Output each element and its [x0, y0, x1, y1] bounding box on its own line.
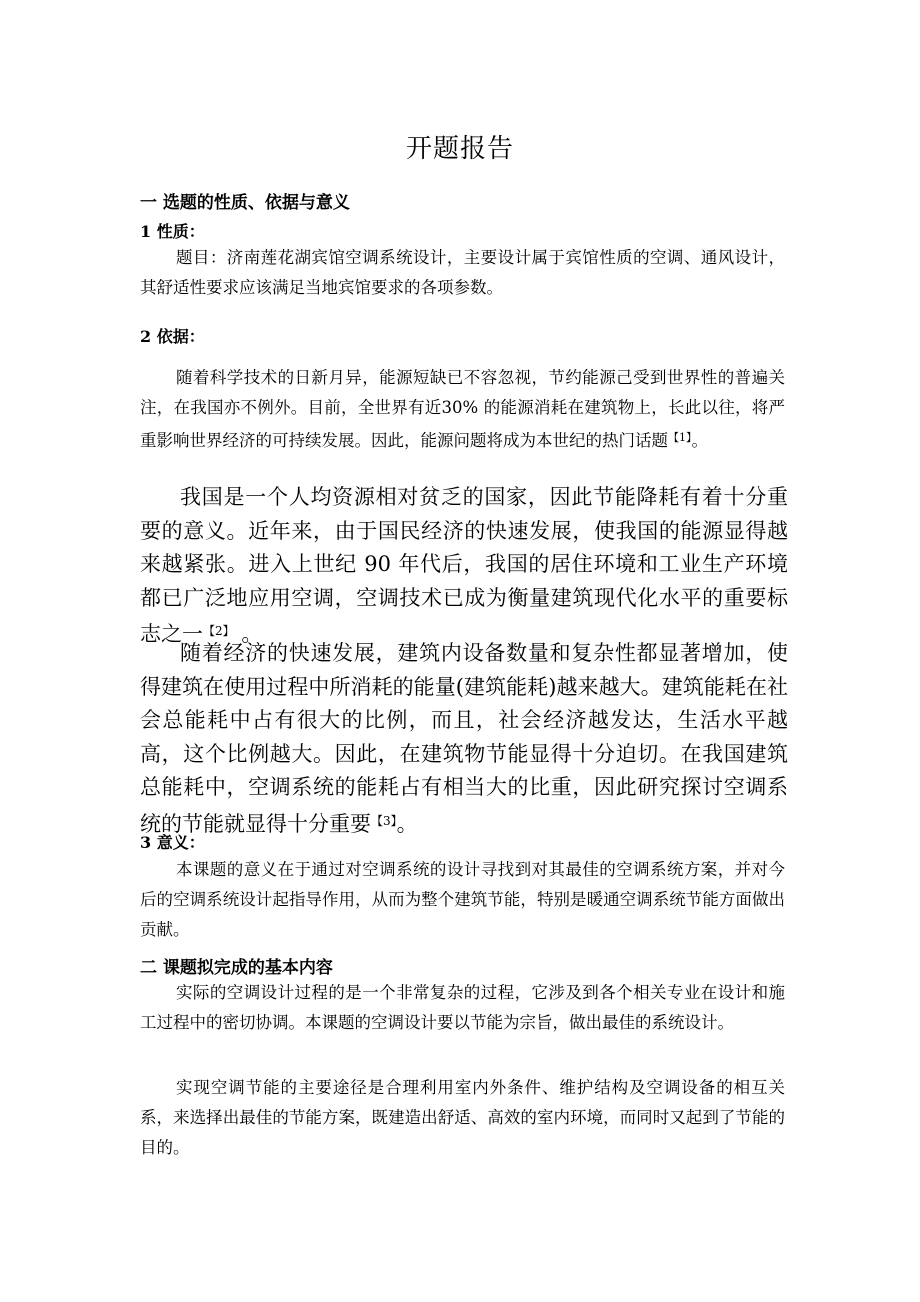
reference-marker-3: 【3】: [371, 813, 397, 828]
paragraph-content-1: 实际的空调设计过程的是一个非常复杂的过程，它涉及到各个相关专业在设计和施工过程中的密切协调。本课题的空调设计要以节能为宗旨，做出最佳的系统设计。: [140, 983, 785, 1032]
paragraph-basis-1-text: 随着科学技术的日新月异，能源短缺已不容忽视，节约能源己受到世界性的普遍关注，在我国亦不例外。目前，全世界有近30% 的能源消耗在建筑物上，长此以往，将严重影响世界经济的可持续发展。因此，能源问题将成为本世纪的热门话题: [140, 368, 785, 450]
section-heading-2: 二 课题拟完成的基本内容: [140, 958, 333, 978]
paragraph-nature: 题目：济南莲花湖宾馆空调系统设计，主要设计属于宾馆性质的空调、通风设计，其舒适性要求应该满足当地宾馆要求的各项参数。: [140, 248, 785, 297]
subheading-significance: 3 意义：: [140, 833, 205, 852]
paragraph-basis-3-text: 随着经济的快速发展，建筑内设备数量和复杂性都显著增加，使得建筑在使用过程中所消耗的能量(建筑能耗)越来越大。建筑能耗在社会总能耗中占有很大的比例，而且，社会经济越发达，生活水平越高，这个比例越大。因此，在建筑物节能显得十分迫切。在我国建筑总能耗中，空调系统的能耗占有相当大的比重，因此研究探讨空调系统的节能就显得十分重要: [140, 641, 788, 836]
subheading-nature: 1 性质：: [140, 222, 205, 241]
paragraph-basis-3: [140, 637, 788, 841]
reference-marker-1: 【1】: [668, 431, 692, 444]
paragraph-content-2: 实现空调节能的主要途径是合理利用室内外条件、维护结构及空调设备的相互关系，来选择出最佳的节能方案，既建造出舒适、高效的室内环境，而同时又起到了节能的目的。: [140, 1078, 785, 1157]
paragraph-basis-2-text: 我国是一个人均资源相对贫乏的国家，因此节能降耗有着十分重要的意义。近年来，由于国民经济的快速发展，使我国的能源显得越来越紧张。进入上世纪 90 年代后，我国的居住环境和工业生产环境都已广泛地应用空调，空调技术已成为衡量建筑现代化水平的重要标志之一: [140, 485, 788, 646]
paragraph-basis-2-end: 。: [234, 622, 263, 646]
paragraph-basis-2: [140, 481, 788, 652]
reference-marker-2: 【2】: [203, 624, 235, 638]
paragraph-significance: 本课题的意义在于通过对空调系统的设计寻找到对其最佳的空调系统方案，并对今后的空调系统设计起指导作用，从而为整个建筑节能，特别是暖通空调系统节能方面做出贡献。: [140, 860, 785, 939]
subheading-basis: 2 依据：: [140, 327, 205, 346]
paragraph-basis-1: [140, 363, 785, 456]
section-heading-1: 一 选题的性质、依据与意义: [140, 193, 350, 213]
paragraph-basis-1-end: 。: [691, 431, 708, 450]
paragraph-basis-3-end: 。: [396, 811, 418, 836]
page-title: 开题报告: [405, 134, 514, 164]
